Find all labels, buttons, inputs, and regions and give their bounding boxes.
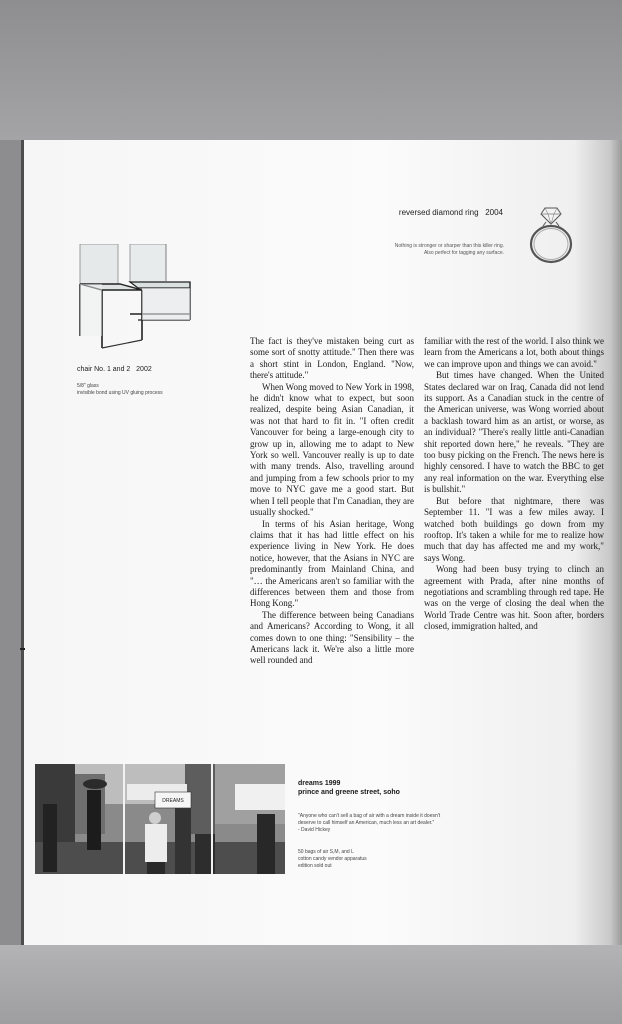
chair-specs xyxy=(77,383,237,397)
article-paragraph: familiar with the rest of the world. I also think we learn from the Americans a lot, both about things we can improve upon and things we can avoid." xyxy=(424,336,604,369)
diamond-ring-icon xyxy=(527,204,575,266)
dreams-sign-text: DREAMS xyxy=(162,798,184,804)
chair-title: chair No. 1 and 2 xyxy=(77,366,131,373)
chair-spec-line: invisible bond using UV gluing process xyxy=(77,390,163,396)
article-paragraph: Wong had been busy trying to clinch an agreement with Prada, after nine months of negotiations and scrambling through red tape. He was on the verge of closing the deal when the World Trade Centre was hit. Soon after, borders closed, immigration halted, and xyxy=(424,564,604,632)
ring-title: reversed diamond ring xyxy=(398,208,479,217)
scan-background-bottom xyxy=(0,945,622,1024)
article-column-2 xyxy=(424,336,604,633)
ring-description xyxy=(320,243,504,257)
ring-year: 2004 xyxy=(485,208,503,217)
article-paragraph: The difference between being Canadians and Americans? According to Wong, it all comes down to one thing: "Sensibility – the Americans lack it. We're also a little more well rounded and xyxy=(250,609,414,666)
ring-description-line: Also perfect for tagging any surface. xyxy=(423,250,504,256)
chair-year: 2002 xyxy=(136,366,152,373)
dreams-quote-line: "Anyone who can't sell a bag of air with a dream inside it doesn't xyxy=(298,813,441,819)
dreams-location: prince and greene street, soho xyxy=(298,789,400,796)
article-paragraph: In terms of his Asian heritage, Wong claims that it has had little effect on his experience living in New York. He does notice, however, that the Asians in NYC are predominantly from Mainland China, and "… the Americans aren't so familiar with the differences between them and those from Hong Kong." xyxy=(250,518,414,609)
margin-dash xyxy=(20,648,25,650)
dreams-quote-author: - David Hickey xyxy=(298,827,331,833)
dreams-spec-line: 50 bags of air S,M, and L xyxy=(298,849,354,855)
dreams-street-photo xyxy=(35,764,285,874)
dreams-quote-line: deserve to call himself an American, much less an art dealer." xyxy=(298,820,435,826)
article-column-1 xyxy=(250,336,414,667)
dreams-spec-line: cotton candy vendor apparatus xyxy=(298,856,367,862)
dreams-specs xyxy=(298,849,498,870)
glass-chairs-image xyxy=(78,244,198,352)
scan-background-top xyxy=(0,0,622,140)
article-paragraph: When Wong moved to New York in 1998, he didn't know what to expect, but soon realized, despite being Asian Canadian, it was not that hard to fit in. "I often credit Vancouver for being a large-enough city to grow up in, allowing me to adapt to New York so well. Vancouver really is up to date with many trends. Also, travelling around and jumping from a few schools prior to my move to NYC gave me a good start. But when I tell people that I'm Canadian, they are usually shocked." xyxy=(250,381,414,518)
article-paragraph: The fact is they've mistaken being curt as some sort of snotty attitude." Then there was a short stint in London, England. "Now, there's attitude." xyxy=(250,336,414,381)
dreams-caption-title xyxy=(298,779,558,797)
chair-spec-line: 5/8" glass xyxy=(77,383,99,389)
ring-caption-title xyxy=(363,208,503,217)
ring-description-line: Nothing is stronger or sharper than this killer ring. xyxy=(394,243,504,249)
chair-caption-title xyxy=(77,366,207,373)
dreams-quote xyxy=(298,813,512,834)
magazine-page xyxy=(24,140,622,945)
dreams-spec-line: edition sold out xyxy=(298,863,332,869)
article-paragraph: But before that nightmare, there was September 11. "I was a few miles away. I watched both buildings go down from my rooftop. It's taken a while for me to realize how much that day has affected me and my work," says Wong. xyxy=(424,495,604,563)
dreams-title: dreams 1999 xyxy=(298,780,341,787)
article-paragraph: But times have changed. When the United States declared war on Iraq, Canada did not lend its support. As a Canadian stuck in the centre of the American universe, was Wong worried about a backlash toward him as an artist, or worse, as an individual? "There's really little anti-Canadian shit reported down here," he reveals. "They are too busy picking on the French. The news here is highly censored. I have to watch the BBC to get any real information on the war. Everything else is bullshit." xyxy=(424,370,604,495)
